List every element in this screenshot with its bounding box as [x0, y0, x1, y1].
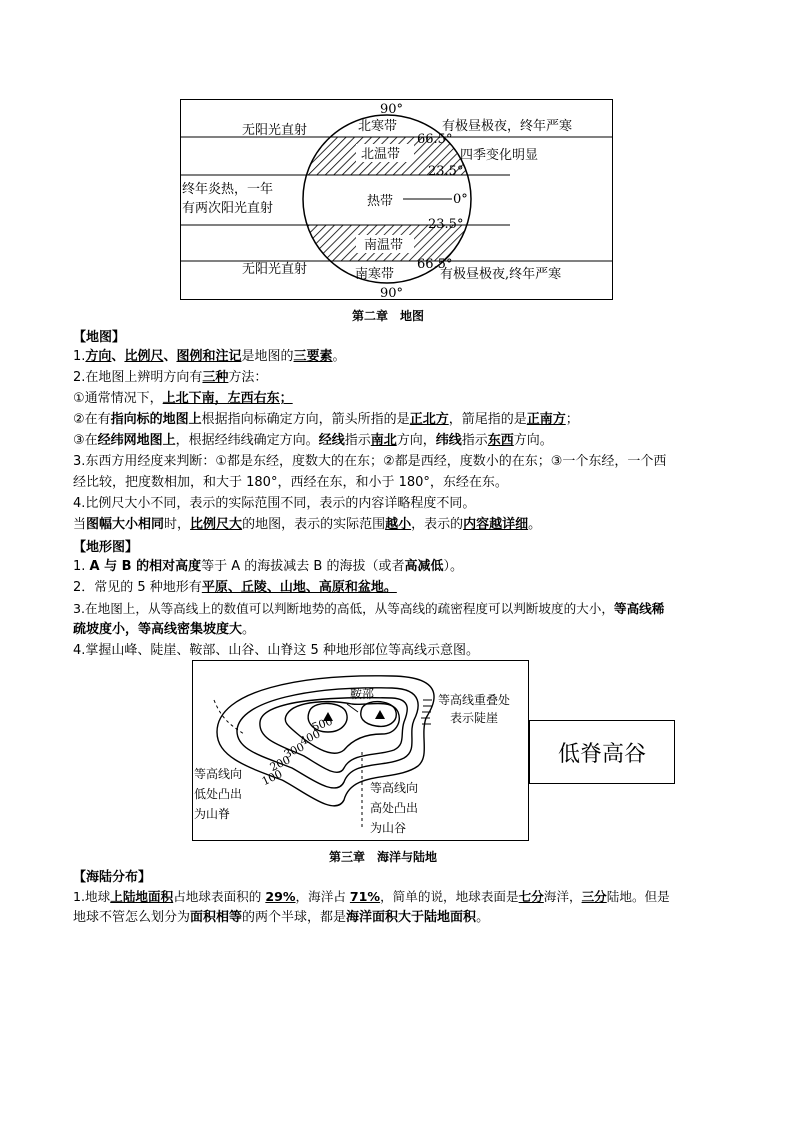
map-line-8: 4.比例尺大小不同，表示的实际范围不同，表示的内容详略程度不同。: [73, 496, 476, 511]
left-mid-note-1: 终年炎热，一年: [182, 182, 274, 197]
right-top-note: 有极昼极夜，终年严寒: [442, 119, 573, 134]
north-frigid-label: 北寒带: [358, 119, 398, 134]
north-temperate-label: 北温带: [361, 147, 401, 162]
lat-235n-label: 23.5°: [428, 164, 464, 179]
lat-665s-label: 66.5°: [417, 257, 453, 272]
lat-0-label: 0°: [453, 192, 468, 207]
contour-label-100: 100: [259, 767, 285, 789]
terrain-section-header: 【地形图】: [73, 540, 139, 555]
tropical-label: 热带: [367, 194, 394, 209]
right-mid-note: 四季变化明显: [460, 148, 539, 163]
map-line-2: 2.在地图上辨明方向有三种方法：: [73, 370, 268, 385]
ocean-section-header: 【海陆分布】: [73, 870, 152, 885]
south-pole-label: 90°: [380, 286, 404, 301]
valley-label-1: 等高线向: [370, 781, 419, 795]
south-temperate-label: 南温带: [364, 238, 404, 253]
terrain-line-2: 2．常见的 5 种地形有平原、丘陵、山地、高原和盆地。: [73, 580, 397, 595]
map-line-1: 1.方向、比例尺、图例和注记是地图的三要素。: [73, 349, 346, 364]
map-section-header: 【地图】: [73, 330, 126, 345]
contour-label-200: 200: [267, 753, 293, 775]
valley-label-3: 为山谷: [370, 821, 407, 835]
saddle-label: 鞍部: [350, 687, 375, 701]
left-mid-note-2: 有两次阳光直射: [182, 201, 274, 216]
left-bottom-note: 无阳光直射: [242, 262, 308, 277]
mnemonic-box: 低脊高谷: [529, 720, 675, 784]
ocean-line-2: 地球不管怎么划分为面积相等的两个半球，都是海洋面积大于陆地面积。: [73, 910, 490, 925]
climate-zone-diagram: [180, 99, 614, 301]
ridge-label-2: 低处凸出: [194, 787, 243, 801]
ridge-label-3: 为山脊: [194, 807, 231, 821]
contour-label-400: 400: [297, 727, 323, 749]
lat-665n-label: 66.5°: [417, 132, 453, 147]
map-line-7: 经比较，把度数相加，和大于 180°，西经在东，和小于 180°，东经在东。: [73, 475, 508, 490]
terrain-line-5: 4.掌握山峰、陡崖、鞍部、山谷、山脊这 5 种地形部位等高线示意图。: [73, 643, 479, 658]
south-frigid-label: 南寒带: [355, 267, 395, 282]
map-line-6: 3.东西方用经度来判断：①都是东经，度数大的在东；②都是西经，度数小的在东；③一个东经，一个西: [73, 454, 667, 469]
cliff-label-1: 等高线重叠处: [438, 693, 511, 707]
valley-label-2: 高处凸出: [370, 801, 419, 815]
map-line-9: 当图幅大小相同时，比例尺大的地图，表示的实际范围越小，表示的内容越详细。: [73, 517, 542, 532]
left-top-note: 无阳光直射: [242, 123, 308, 138]
ocean-line-1: 1.地球上陆地面积占地球表面积的 29%，海洋占 71%，简单的说，地球表面是七分海洋，三分陆地。但是: [73, 889, 670, 904]
map-line-4: ②在有指向标的地图上根据指向标确定方向，箭头所指的是正北方，箭尾指的是正南方；: [73, 412, 579, 427]
lat-235s-label: 23.5°: [428, 217, 464, 232]
cliff-label-2: 表示陡崖: [450, 711, 499, 725]
terrain-line-3: 3.在地图上，从等高线上的数值可以判断地势的高低，从等高线的疏密程度可以判断坡度的大小，等高线稀: [73, 601, 665, 616]
terrain-line-1: 1. A 与 B 的相对高度等于 A 的海拔减去 B 的海拔（或者高减低）。: [73, 559, 463, 574]
north-pole-label: 90°: [380, 102, 404, 117]
map-line-3: ①通常情况下，上北下南，左西右东；: [73, 391, 293, 406]
right-bottom-note: 有极昼极夜,终年严寒: [440, 267, 562, 282]
terrain-line-4: 疏坡度小，等高线密集坡度大。: [73, 622, 256, 637]
contour-label-500: 500: [310, 714, 335, 734]
contour-diagram: [192, 660, 530, 842]
ridge-label-1: 等高线向: [194, 767, 243, 781]
contour-label-300: 300: [281, 740, 307, 762]
map-line-5: ③在经纬网地图上，根据经纬线确定方向。经线指示南北方向，纬线指示东西方向。: [73, 433, 553, 448]
chapter2-title: 第二章 地图: [352, 309, 425, 323]
chapter3-title: 第三章 海洋与陆地: [329, 850, 438, 864]
